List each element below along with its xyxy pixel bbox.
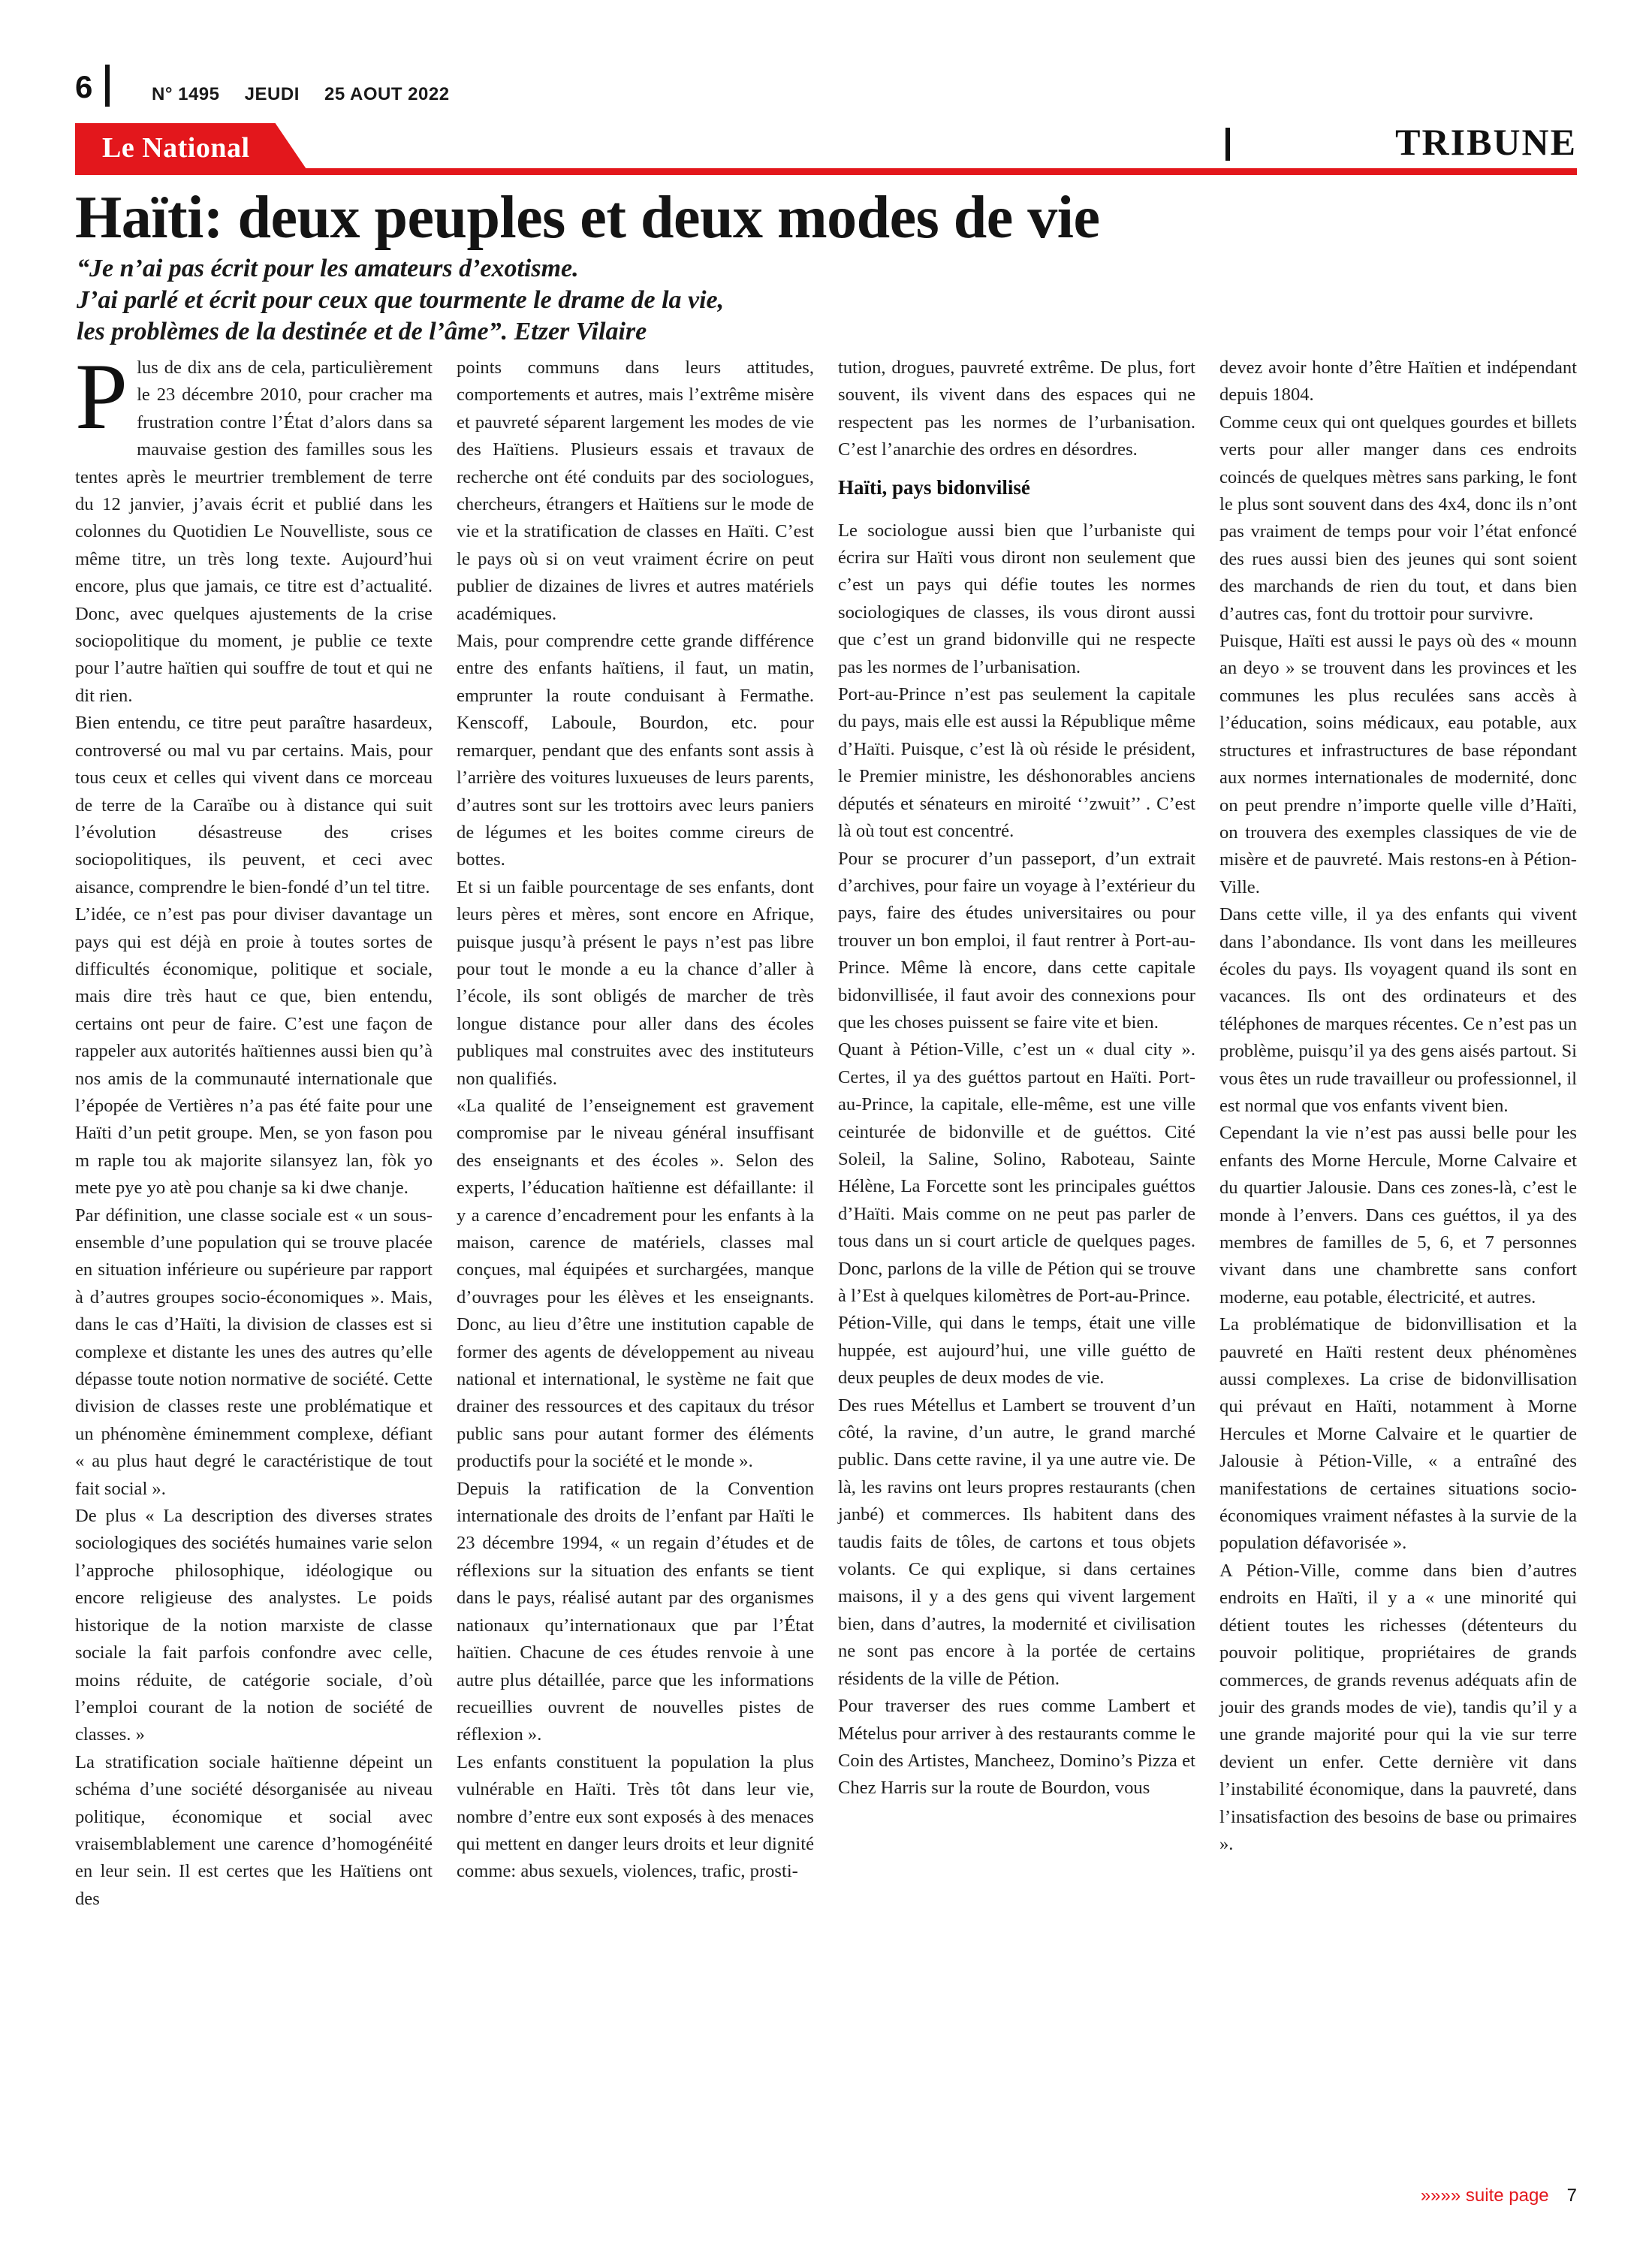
article-paragraph: Par définition, une classe sociale est « un sous-ensemble d’une population qui se trouve placée en situation inférieure ou supérieure par rapport à d’autres groupes socio-économiques ». Mais, dans le cas d’Haïti, la division de classes est si complexe et distante les unes des autres qu’elle dépasse toute notion normative de société. Cette division de classes reste une problématique et un phénomène éminemment complexe, défiant « au plus haut degré le caractéristique de tout fait social ». — [75, 1205, 433, 1499]
article-paragraph: Dans cette ville, il ya des enfants qui vivent dans l’abondance. Ils vont dans les meilleures écoles du pays. Ils voyagent quand ils sont en vacances. Ils ont des ordinateurs et des téléphones de marques récentes. Ce n’est pas un problème, puisqu’il ya des gens aisés partout. Si vous êtes un rude travailleur ou professionnel, il est normal que vos enfants vivent bien. — [1219, 904, 1577, 1116]
header-red-rule — [75, 168, 1577, 175]
continued-label[interactable]: »»»» suite page — [1420, 2185, 1549, 2206]
issue-day: JEUDI — [244, 84, 300, 104]
continued-page-number[interactable]: 7 — [1566, 2185, 1577, 2206]
article-paragraph: Bien entendu, ce titre peut paraître hasardeux, controversé ou mal vu par certains. Mais, pour tous ceux et celles qui vivent dans ce morceau de terre de la Caraïbe ou à distance qui suit l’évolution désastreuse des crises sociopolitiques, ils peuvent, et ceci avec aisance, comprendre le bien-fondé d’un tel titre. — [75, 713, 433, 897]
article-paragraph: Pour se procurer d’un passeport, d’un extrait d’archives, pour faire un voyage à l’extérieur du pays, faire des études universitaires ou pour trouver un bon emploi, il faut rentrer à Port-au-Prince. Même là encore, dans cette capitale bidonvillisée, il faut avoir des connexions pour que les choses puissent se faire vite et bien. — [838, 848, 1195, 1033]
article-paragraph: Depuis la ratification de la Convention internationale des droits de l’enfant par Haïti le 23 décembre 1994, « un regain d’études et de réflexions sur la situation des enfants se tient dans le pays, réalisé autant par des organismes nationaux qu’internationaux que par l’État haïtien. Chacune de ces études renvoie à une autre plus détaillée, parce que les informations recueillies ouvrent de nouvelles pistes de réflexion ». — [457, 1478, 814, 1745]
epigraph-line: “Je n’ai pas écrit pour les amateurs d’exotisme. — [77, 255, 579, 282]
article-subheading: Haïti, pays bidonvilisé — [838, 475, 1030, 499]
article-paragraph: De plus « La description des diverses strates sociologiques des sociétés humaines varie selon l’approche philosophique, idéologique ou encore religieuse des analystes. Le poids historique de la notion marxiste de classe sociale la fait parfois confondre avec celle, moins réduite, de catégorie sociale, d’où l’emploi courant de la notion de société de classes. » — [75, 1506, 433, 1745]
article-paragraph: Puisque, Haïti est aussi le pays où des « mounn an deyo » se trouvent dans les provinces et les communes les plus reculées sans accès à l’éducation, soins médicaux, eau potable, aux structures et infrastructures de base répondant aux normes internationales de modernité, donc on peut prendre n’importe quelle ville d’Haïti, on trouvera des exemples classiques de vie de misère et de pauvreté. Mais restons-en à Pétion-Ville. — [1219, 631, 1577, 897]
article-paragraph: La stratification sociale haïtienne dépeint un schéma d’une société désorganisée au niveau politique, économique et social avec vraisemblablement une carence d’homogénéité en leur sein. Il est certes que les Haïtiens ont des — [75, 1751, 433, 1909]
article-paragraph: Quant à Pétion-Ville, c’est un « dual city ». Certes, il ya des guéttos partout en Haïti. Port-au-Prince, la capitale, elle-même, est une ville ceinturée de bidonville et de guéttos. Cité Soleil, la Saline, Solino, Raboteau, Sainte Hélène, La Forcette sont les principales guéttos d’Haïti. Mais comme on ne peut pas parler de tous dans un si court article de quelques pages. Donc, parlons de la ville de Pétion qui se trouve à l’Est à quelques kilomètres de Port-au-Prince. — [838, 1039, 1195, 1306]
article-paragraph: Pour traverser des rues comme Lambert et Mételus pour arriver à des restaurants comme le Coin des Artistes, Mancheez, Domino’s Pizza et Chez Harris sur la route de Bourdon, vous — [838, 1696, 1195, 1799]
section-divider — [1225, 128, 1230, 161]
article-paragraph: «La qualité de l’enseignement est gravement compromise par le niveau général insuffisant des enseignants et des écoles ». Selon des experts, l’éducation haïtienne est défaillante: il y a carence d’encadrement pour les enfants à la maison, carence de matériels, classes mal conçues, mal équipées et surchargées, manque d’ouvrages pour les élèves et les enseignants. Donc, au lieu d’être une institution capable de former des agents de développement au niveau national et international, le système ne fait que drainer des ressources et des capitaux du trésor public sans pour autant former des éléments productifs pour la société et le monde ». — [457, 1095, 814, 1472]
article-paragraph: points communs dans leurs attitudes, comportements et autres, mais l’extrême misère et pauvreté séparent largement les modes de vie des Haïtiens. Plusieurs essais et travaux de recherche ont été conduits par des sociologues, chercheurs, étrangers et Haïtiens sur le mode de vie et la stratification de classes en Haïti. C’est le pays où si on veut vraiment écrire on peut publier de dizaines de livres et autres matériels académiques. — [457, 357, 814, 624]
article-paragraph: Mais, pour comprendre cette grande différence entre des enfants haïtiens, il faut, un matin, emprunter la route conduisant à Fermathe. Kenscoff, Laboule, Bourdon, etc. pour remarquer, pendant que des enfants sont assis à l’arrière des voitures luxueuses de leurs parents, d’autres sont sur les trottoirs avec leurs paniers de légumes et les boites comme cireurs de bottes. — [457, 631, 814, 870]
page-number: 6 — [75, 69, 93, 104]
epigraph-line: J’ai parlé et écrit pour ceux que tourmente le drame de la vie, — [77, 286, 725, 314]
article-paragraph: Pétion-Ville, qui dans le temps, était une ville huppée, est aujourd’hui, une ville guétto de deux peuples de deux modes de vie. — [838, 1313, 1195, 1389]
page-number-divider — [105, 65, 110, 107]
article-column-3 — [838, 354, 1195, 1802]
article-paragraph: Le sociologue aussi bien que l’urbaniste qui écrira sur Haïti vous diront non seulement que c’est un pays qui défie toutes les normes sociologiques de classes, ils vous diront aussi que c’est un grand bidonville qui ne respecte pas les normes de l’urbanisation. — [838, 520, 1195, 677]
paragraph-text: lus de dix ans de cela, particulièrement le 23 décembre 2010, pour cracher ma frustration contre l’État d’alors dans sa mauvaise gestion des familles sous les tentes après le meurtrier tremblement de terre du 12 janvier, j’avais écrit et publié dans les colonnes du Quotidien Le Nouvelliste, sous ce même titre, un très long texte. Aujourd’hui encore, plus que jamais, ce titre est d’actualité. Donc, avec quelques ajustements de la crise sociopolitique du moment, je publie ce texte pour l’autre haïtien qui souffre de tout et qui ne dit rien. — [75, 357, 433, 706]
article-paragraph: devez avoir honte d’être Haïtien et indépendant depuis 1804. — [1219, 357, 1577, 406]
continued-link[interactable] — [1421, 2185, 1577, 2206]
article-paragraph: Comme ceux qui ont quelques gourdes et billets verts pour aller manger dans ces endroits coincés de quelques mètres sans parking, le font le plus sont souvent dans des 4x4, donc ils n’ont pas vraiment de temps pour voir l’état enfoncé des rues aussi bien des jeunes qui sont soient des marchands de rien du tout, et dans bien d’autres cas, font du trottoir pour survivre. — [1219, 412, 1577, 624]
epigraph-line: les problèmes de la destinée et de l’âme”. Etzer Vilaire — [77, 318, 647, 345]
article-title: Haïti: deux peuples et deux modes de vie — [75, 185, 1100, 251]
article-paragraph: Les enfants constituent la population la plus vulnérable en Haïti. Très tôt dans leur vie, nombre d’entre eux sont exposés à des menaces qui mettent en danger leurs droits et leur dignité comme: abus sexuels, violences, trafic, prosti- — [457, 1751, 814, 1882]
issue-date: 25 AOUT 2022 — [324, 84, 450, 104]
epigraph-quote — [77, 253, 724, 348]
article-paragraph: Cependant la vie n’est pas aussi belle pour les enfants des Morne Hercule, Morne Calvaire et du quartier Jalousie. Dans ces zones-là, c’est le monde à l’envers. Dans ces guéttos, il ya des membres de familles de 5, 6, et 7 personnes vivant dans une chambrette sans confort moderne, eau potable, électricité, et autres. — [1219, 1123, 1577, 1307]
article-paragraph: tution, drogues, pauvreté extrême. De plus, fort souvent, ils vivent dans des espaces qui ne respectent pas les normes de l’urbanisation. C’est l’anarchie des ordres en désordres. — [838, 357, 1195, 460]
article-paragraph: Des rues Métellus et Lambert se trouvent d’un côté, la ravine, d’un autre, le grand marché public. Dans cette ravine, il ya une autre vie. De là, les ravins ont leurs propres restaurants (chen janbé) et commerces. Ils habitent dans des taudis faits de tôles, de cartons et tous objets volants. Ce qui explique, si dans certaines maisons, il y a des gens qui vivent largement bien, dans d’autres, la modernité et civilisation ne sont pas encore à la portée de certains résidents de la ville de Pétion. — [838, 1395, 1195, 1689]
article-column-2 — [457, 354, 814, 1886]
article-column-4 — [1219, 354, 1577, 1858]
section-label: TRIBUNE — [1395, 121, 1577, 163]
drop-cap: P — [75, 345, 128, 449]
article-paragraph — [75, 345, 433, 710]
article-column-1 — [75, 345, 433, 1913]
issue-line — [152, 84, 469, 105]
article-paragraph: L’idée, ce n’est pas pour diviser davantage un pays qui est déjà en proie à toutes sortes de difficultés économique, politique et sociale, mais dire très haut ce que, bien entendu, certains ont peur de faire. C’est une façon de rappeler aux autorités haïtiennes aussi bien qu’à nos amis de la communauté internationale que l’épopée de Vertières n’a pas été faite pour une Haïti d’un petit groupe. Men, se yon fason pou m raple tou ak majorite silansyez lan, fòk yo mete pye yo atè pou chanje sa ki dwe chanje. — [75, 904, 433, 1199]
article-paragraph: Port-au-Prince n’est pas seulement la capitale du pays, mais elle est aussi la République même d’Haïti. Puisque, c’est là où réside le président, le Premier ministre, les déshonorables anciens députés et sénateurs en miroité ‘’zwuit’’ . C’est là où tout est concentré. — [838, 684, 1195, 842]
article-paragraph: Et si un faible pourcentage de ses enfants, dont leurs pères et mères, sont encore en Afrique, puisque jusqu’à présent le pays n’est pas libre pour tout le monde a eu la chance d’aller à l’école, ils sont obligés de marcher de très longue distance pour aller dans des écoles publiques mal construites avec des instituteurs non qualifiés. — [457, 876, 814, 1089]
issue-number: N° 1495 — [152, 84, 220, 104]
article-paragraph: A Pétion-Ville, comme dans bien d’autres endroits en Haïti, il y a « une minorité qui détient toutes les richesses (détenteurs du pouvoir politique, propriétaires de grands commerces, de grands revenus adéquats afin de jouir des grands modes de vie), tandis qu’il y a une grande majorité pour qui la vie sur terre devient un enfer. Cette dernière vit dans l’instabilité économique, dans la pauvreté, dans l’insatisfaction des besoins de base ou primaires ». — [1219, 1560, 1577, 1854]
brand-name: Le National — [102, 132, 250, 164]
article-paragraph: La problématique de bidonvillisation et la pauvreté en Haïti restent deux phénomènes aussi complexes. La crise de bidonvillisation qui prévaut en Haïti, notamment à Morne Hercules et Morne Calvaire et le quartier de Jalousie à Pétion-Ville, « a entraîné des manifestations de certaines situations socio-économiques vraiment néfastes à la survie de la population défavorisée ». — [1219, 1314, 1577, 1554]
